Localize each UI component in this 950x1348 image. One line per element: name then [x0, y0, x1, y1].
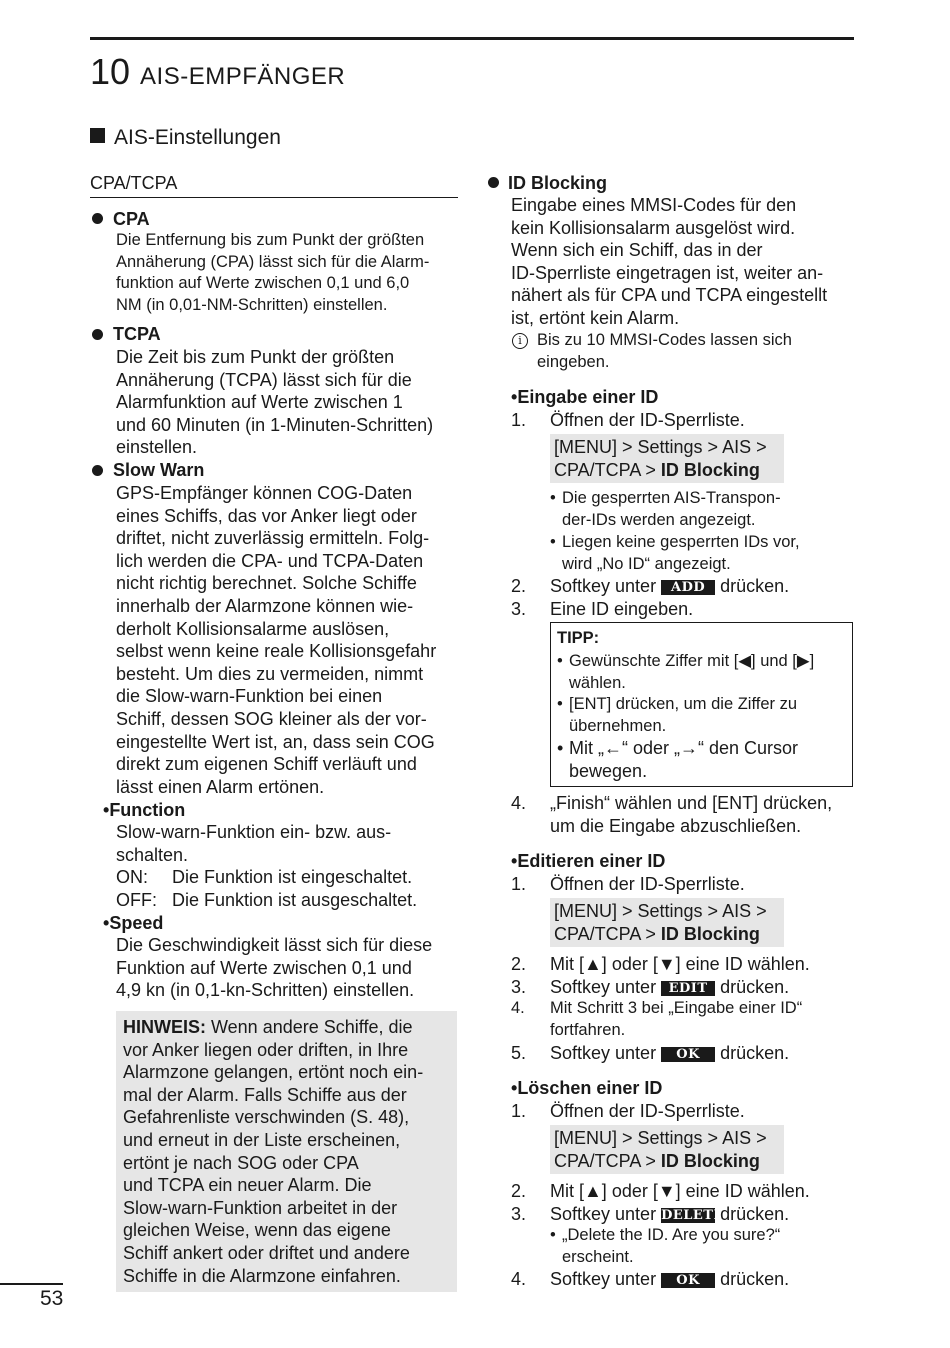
step-number: 3. — [511, 599, 527, 619]
top-rule — [90, 37, 854, 40]
menu-path-line2 — [554, 1150, 760, 1173]
loeschen-step-4 — [550, 1268, 789, 1291]
step-number: 4. — [511, 999, 525, 1017]
menu-path-bold: ID Blocking — [660, 924, 760, 944]
sub-bullet: • — [550, 533, 556, 551]
id-blocking-heading: ID Blocking — [508, 173, 608, 193]
step-number: 1. — [511, 410, 527, 430]
id-blocking-body: Eingabe eines MMSI-Codes für den kein Kollisionsalarm ausgelöst wird. Wenn sich ein Schiff, das in der ID-Sperrliste eingetragen ist, weiter an- nähert als für CPA und TCPA eingestellt ist, ertönt kein Alarm. — [511, 195, 828, 328]
softkey-ok: OK — [661, 1047, 715, 1062]
eingabe-heading-text: Eingabe einer ID — [517, 387, 659, 407]
eingabe-sub-1: Die gesperrten AIS-Transpon- der-IDs werden angezeigt. — [562, 489, 781, 529]
editieren-step-4: Mit Schritt 3 bei „Eingabe einer ID“ fortfahren. — [550, 999, 803, 1039]
eingabe-step-1: Öffnen der ID-Sperrliste. — [550, 410, 745, 430]
page-number: 53 — [40, 1287, 64, 1310]
editieren-heading-text: Editieren einer ID — [517, 851, 666, 871]
chapter-header — [90, 48, 345, 101]
step-number: 3. — [511, 977, 527, 997]
bullet-icon — [92, 329, 103, 340]
loeschen-heading: •Löschen einer ID — [511, 1078, 663, 1098]
id-blocking-note: Bis zu 10 MMSI-Codes lassen sich eingeben. — [537, 331, 792, 371]
function-body: Slow-warn-Funktion ein- bzw. aus- schalten. — [116, 822, 392, 865]
bullet-icon — [488, 177, 499, 188]
editieren-step-3 — [550, 976, 789, 999]
speed-heading: •Speed — [103, 913, 164, 933]
sub-bullet: • — [557, 695, 563, 713]
step-number: 4. — [511, 1269, 527, 1289]
tip-2: [ENT] drücken, um die Ziffer zu übernehmen. — [569, 695, 798, 735]
hinweis-body: Wenn andere Schiffe, die vor Anker liegen oder driften, in Ihre Alarmzone gelangen, ertönt noch ein- mal der Alarm. Falls Schiffe aus der Gefahrenliste verschwinden (S. 48), und erneut in der Liste erscheinen, ertönt je nach SOG oder CPA und TCPA ein neuer Alarm. Die Slow-warn-Funktion arbeitet in der gleichen Weise, wenn das eigene Schiff ankert oder driftet und andere Schiffe in die Alarmzone einfahren. — [123, 1017, 424, 1286]
function-heading-text: Function — [109, 800, 186, 820]
chapter-title: AIS-EMPFÄNGER — [140, 63, 346, 90]
step-number: 2. — [511, 954, 527, 974]
cpa-body: Die Entfernung bis zum Punkt der größten Annäherung (CPA) lässt sich für die Alarm- funktion auf Werte zwischen 0,1 und 6,0 NM (in 0,01-NM-Schritten) einstellen. — [116, 231, 430, 314]
hinweis-box — [116, 1011, 457, 1292]
step-number: 1. — [511, 1101, 527, 1121]
softkey-ok: OK — [661, 1273, 715, 1288]
sub-bullet: • — [550, 1226, 556, 1244]
loeschen-heading-text: Löschen einer ID — [517, 1078, 663, 1098]
tcpa-body: Die Zeit bis zum Punkt der größten Annäherung (TCPA) lässt sich für die Alarmfunktion auf Werte zwischen 1 und 60 Minuten (in 1-Minuten-Schritten) einstellen. — [116, 347, 434, 458]
softkey-add: ADD — [661, 580, 715, 595]
function-on-label: ON: — [116, 867, 149, 887]
step-number: 1. — [511, 874, 527, 894]
hinweis-label: HINWEIS: — [123, 1017, 206, 1037]
function-heading: •Function — [103, 800, 186, 820]
speed-heading-text: Speed — [109, 913, 164, 933]
editieren-step-5 — [550, 1042, 789, 1065]
softkey-delete: DELETE — [661, 1208, 724, 1223]
sub-bullet: • — [557, 738, 564, 758]
eingabe-step-3: Eine ID eingeben. — [550, 599, 694, 619]
step-text: Softkey unter — [550, 576, 662, 596]
function-off-text: Die Funktion ist ausgeschaltet. — [172, 890, 418, 910]
section-title — [90, 124, 281, 152]
step-number: 2. — [511, 1181, 527, 1201]
menu-path-bold: ID Blocking — [660, 460, 760, 480]
menu-path-prefix: CPA/TCPA > — [554, 924, 661, 944]
eingabe-step-4: „Finish“ wählen und [ENT] drücken, um die Eingabe abzuschließen. — [550, 793, 833, 836]
step-text: drücken. — [715, 977, 790, 997]
menu-path-line2 — [554, 923, 760, 946]
tip-1: Gewünschte Ziffer mit [◀] und [▶] wählen. — [569, 652, 815, 692]
step-number: 5. — [511, 1043, 527, 1063]
menu-path-bold: ID Blocking — [660, 1151, 760, 1171]
menu-path-line1: [MENU] > Settings > AIS > — [554, 901, 767, 921]
hinweis-text — [123, 1016, 423, 1287]
tip-3: Mit „←“ oder „→“ den Cursor bewegen. — [569, 738, 799, 781]
section-title-text: AIS-Einstellungen — [114, 126, 281, 149]
cpa-heading: CPA — [113, 209, 150, 229]
step-text: drücken. — [715, 576, 790, 596]
editieren-step-2: Mit [▲] oder [▼] eine ID wählen. — [550, 954, 810, 974]
menu-path-line1: [MENU] > Settings > AIS > — [554, 437, 767, 457]
menu-path-prefix: CPA/TCPA > — [554, 1151, 661, 1171]
step-number: 2. — [511, 576, 527, 596]
chapter-number: 10 — [90, 51, 131, 92]
tcpa-heading: TCPA — [113, 324, 161, 344]
speed-body: Die Geschwindigkeit lässt sich für diese Funktion auf Werte zwischen 0,1 und 4,9 kn (in 0,1-kn-Schritten) einstellen. — [116, 935, 433, 1001]
step-text: Softkey unter — [550, 1043, 662, 1063]
eingabe-sub-2: Liegen keine gesperrten IDs vor, wird „No ID“ angezeigt. — [562, 533, 800, 573]
menu-path-line2 — [554, 459, 760, 482]
step-text: drücken. — [715, 1204, 790, 1224]
step-text: Softkey unter — [550, 977, 662, 997]
square-bullet-icon — [90, 128, 105, 143]
step-text: drücken. — [715, 1269, 790, 1289]
step-text: drücken. — [715, 1043, 790, 1063]
page-number-rule — [0, 1283, 63, 1285]
sub-bullet: • — [550, 489, 556, 507]
loeschen-step-1: Öffnen der ID-Sperrliste. — [550, 1101, 745, 1121]
tipp-label: TIPP: — [557, 629, 600, 647]
bullet-icon — [92, 465, 103, 476]
loeschen-step-3 — [550, 1203, 789, 1226]
menu-path-box — [550, 1125, 784, 1174]
loeschen-step-2: Mit [▲] oder [▼] eine ID wählen. — [550, 1181, 810, 1201]
step-text: Softkey unter — [550, 1269, 662, 1289]
editieren-heading: •Editieren einer ID — [511, 851, 666, 871]
subsection-title: CPA/TCPA — [90, 171, 458, 198]
tipp-box — [550, 622, 853, 787]
menu-path-box — [550, 434, 784, 483]
menu-path-box — [550, 898, 784, 947]
slow-warn-heading: Slow Warn — [113, 460, 205, 480]
eingabe-step-2 — [550, 575, 789, 598]
step-number: 4. — [511, 793, 527, 813]
step-text: Softkey unter — [550, 1204, 662, 1224]
step-number: 3. — [511, 1204, 527, 1224]
menu-path-prefix: CPA/TCPA > — [554, 460, 661, 480]
slow-warn-body: GPS-Empfänger können COG-Daten eines Schiffs, das vor Anker liegt oder driftet, nicht zuverlässig ermitteln. Folg- lich werden die CPA- und TCPA-Daten nicht richtig berechnet. Solche Schiffe innerhalb der Alarmzone können wie- derholt Kollisionsalarme auslösen, selbst wenn keine reale Kollisionsgefahr besteht. Um dies zu vermeiden, nimmt die Slow-warn-Funktion bei einen Schiff, dessen SOG kleiner als der vor- eingestellte Wert ist, an, dass sein COG direkt zum eigenen Schiff verläuft und lässt einen Alarm ertönen. — [116, 483, 437, 797]
eingabe-heading: •Eingabe einer ID — [511, 387, 659, 407]
bullet-icon — [92, 213, 103, 224]
menu-path-line1: [MENU] > Settings > AIS > — [554, 1128, 767, 1148]
editieren-step-1: Öffnen der ID-Sperrliste. — [550, 874, 745, 894]
info-icon: i — [512, 333, 528, 349]
function-on-text: Die Funktion ist eingeschaltet. — [172, 867, 413, 887]
softkey-edit: EDIT — [661, 981, 715, 996]
loeschen-sub: „Delete the ID. Are you sure?“ erscheint. — [562, 1226, 781, 1266]
sub-bullet: • — [557, 652, 563, 670]
function-off-label: OFF: — [116, 890, 157, 910]
